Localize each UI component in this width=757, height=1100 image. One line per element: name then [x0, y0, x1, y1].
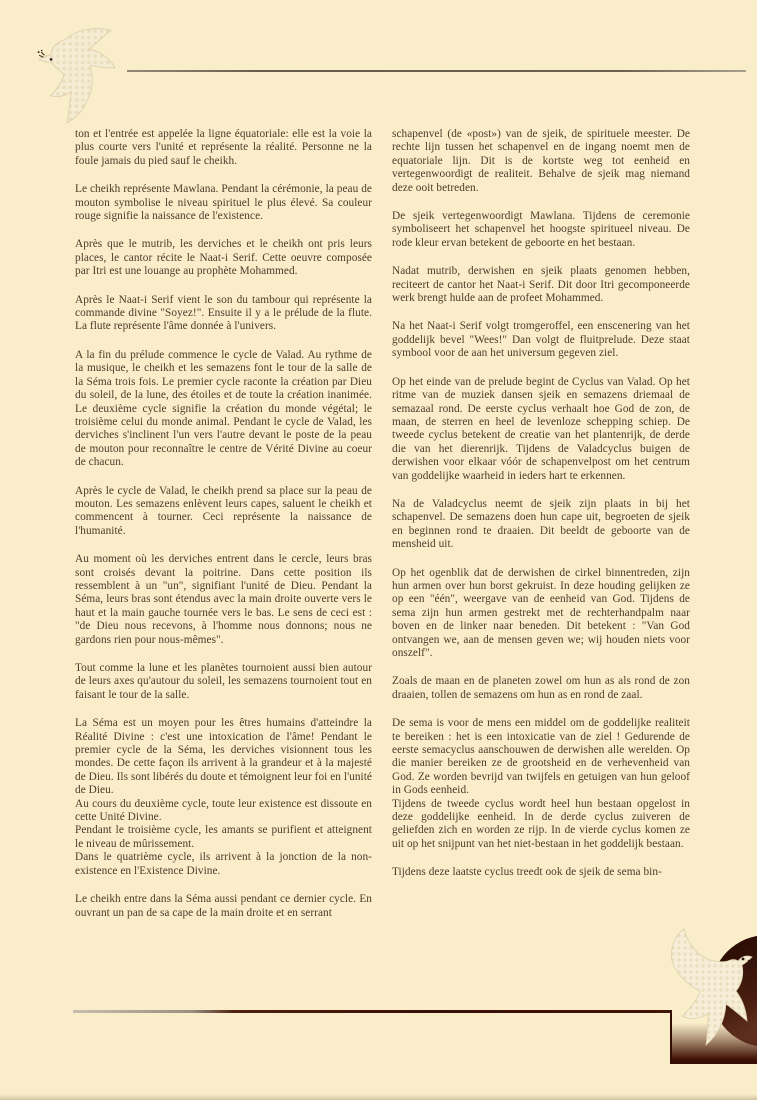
dove-icon	[36, 28, 140, 124]
paragraph: Au moment où les derviches entrent dans le cercle, leurs bras sont croisés devant la poitrine. Dans cette position ils ressemblent à un "un", signifiant l'unité de Dieu. Pendant la Séma, leurs bras sont étendus avec la main droite ouverte vers le haut et la main gauche tournée vers le bas. Le sens de ceci est : "de Dieu nous recevons, à l'homme nous donnons; nous ne gardons rien pour nous-mêmes".	[75, 553, 372, 646]
paragraph-group	[75, 183, 372, 223]
left-column-french	[75, 128, 372, 935]
paragraph: Na het Naat-i Serif volgt tromgeroffel, een enscenering van het goddelijk bevel "Wees!" Dan volgt de fluitprelude. Deze staat symbool voor de aan het universum gegeven ziel.	[392, 320, 690, 360]
top-rule	[127, 70, 746, 72]
paragraph-group	[75, 485, 372, 539]
corner-frame-left-line	[670, 1010, 672, 1063]
paragraph-group	[75, 662, 372, 702]
paragraph: De sema is voor de mens een middel om de goddelijke realiteit te bereiken : het is een intoxicatie van de ziel ! Gedurende de eerste semacyclus aanschouwen de derwishen alle werelden. Op die manier bereiken ze de grootsheid en de verhevenheid van God. Ze worden bevrijd van twijfels en getuigen van hun geloof in Gods eenheid.	[392, 717, 690, 797]
paragraph: ton et l'entrée est appelée la ligne équatoriale: elle est la voie la plus courte vers l'unité et représente la réalité. Personne ne la foule jamais du pied sauf le cheikh.	[75, 128, 372, 167]
paragraph-group	[75, 294, 372, 334]
paragraph-group	[392, 376, 690, 483]
paragraph: Tijdens de tweede cyclus wordt heel hun bestaan opgelost in deze goddelijke eenheid. In de derde cyclus zuiveren de geliefden zich en worden ze rijp. In de vierde cyclus komen ze uit op het snijpunt van het niet-bestaan in het goddelijk bestaan.	[392, 797, 690, 850]
paragraph-group	[392, 567, 690, 661]
paragraph-group	[392, 866, 690, 879]
dove-olive-branch-icon	[658, 927, 757, 1061]
paragraph-group	[392, 498, 690, 552]
bottom-rule	[73, 1010, 670, 1013]
paragraph: Après que le mutrib, les derviches et le cheikh ont pris leurs places, le cantor récite le Naat-i Serif. Cette oeuvre composée par Itri est une louange au prophète Mohammed.	[75, 238, 372, 278]
paragraph: schapenvel (de «post») van de sjeik, de spirituele meester. De rechte lijn tussen het schapenvel en de ingang noemt men de equatoriale lijn. Dit is de kortste weg tot eenheid en vertegenwoordigt de realiteit. Behalve de sjeik mag niemand deze ooit betreden.	[392, 128, 690, 194]
paragraph: Op het einde van de prelude begint de Cyclus van Valad. Op het ritme van de muziek dansen sjeik en semazens driemaal de semazaal rond. De eerste cyclus verhaalt hoe God de zon, de maan, de sterren en heel de levenloze schepping schiep. De tweede cyclus betekent de creatie van het plantenrijk, de derde die van het dierenrijk. Tijdens de Valadcyclus buigen de derwishen voor elkaar vóór de schapenvelpost om het centrum van goddelijke waarheid in ieders hart te erkennen.	[392, 375, 690, 482]
paragraph: Pendant le troisième cycle, les amants se purifient et atteignent le niveau de mûrissement.	[75, 824, 372, 850]
paragraph: Na de Valadcyclus neemt de sjeik zijn plaats in bij het schapenvel. De semazens doen hun cape uit, begroeten de sjeik en beginnen rond te draaien. Dit beeldt de geboorte van de mensheid uit.	[392, 497, 690, 551]
paragraph: Dans le quatrième cycle, ils arrivent à la jonction de la non-existence en l'Existence Divine.	[75, 851, 372, 877]
paragraph: Nadat mutrib, derwishen en sjeik plaats genomen hebben, reciteert de cantor het Naat-i Serif. Dit door Itri gecomponeerde werk brengt hulde aan de profeet Mohammed.	[392, 265, 690, 305]
paragraph: Après le cycle de Valad, le cheikh prend sa place sur la peau de mouton. Les semazens enlèvent leurs capes, saluent le cheikh et commencent à tourner. Ceci représente la naissance de l'humanité.	[75, 484, 372, 537]
paragraph: Tout comme la lune et les planètes tournoient aussi bien autour de leurs axes qu'autour du soleil, les semazens tournoient tout en faisant le tour de la salle.	[75, 662, 372, 701]
paragraph-group	[75, 128, 372, 168]
paragraph-group	[75, 893, 372, 920]
paragraph-group	[392, 320, 690, 360]
paragraph-group	[392, 128, 690, 195]
paragraph: Le cheikh entre dans la Séma aussi pendant ce dernier cycle. En ouvrant un pan de sa cape de la main droite et en serrant	[75, 893, 372, 919]
paragraph-group	[392, 265, 690, 305]
paragraph: De sjeik vertegenwoordigt Mawlana. Tijdens de ceremonie symboliseert het schapenvel het hoogste spiritueel niveau. De rode kleur ervan betekent de geboorte en het bestaan.	[392, 210, 690, 249]
paragraph: Zoals de maan en de planeten zowel om hun as als rond de zon draaien, tollen de semazens om hun as en rond de zaal.	[392, 675, 690, 701]
paragraph-group	[75, 238, 372, 278]
paragraph: Après le Naat-i Serif vient le son du tambour qui représente la commande divine "Soyez!". Ensuite il y a le prélude de la flute. La flute représente l'âme donnée à l'univers.	[75, 293, 372, 333]
corner-frame-bottom-line	[670, 1061, 757, 1064]
paragraph-group	[392, 210, 690, 250]
page-edge-shadow	[0, 1094, 757, 1100]
paragraph: A la fin du prélude commence le cycle de Valad. Au rythme de la musique, le cheikh et les semazens font le tour de la salle de la Séma trois fois. Le premier cycle raconte la création par Dieu du soleil, de la lune, des étoiles et de toute la création inanimée. Le deuxième cycle signifie la création du monde végétal; le troisième celui du monde animal. Pendant le cycle de Valad, les derviches s'inclinent l'un vers l'autre devant le poste de la peau de mouton pour reconnaître le centre de Vérité Divine au coeur de chacun.	[75, 348, 372, 469]
paragraph: Le cheikh représente Mawlana. Pendant la cérémonie, la peau de mouton symbolise le niveau spirituel le plus élevé. Sa couleur rouge signifie la naissance de l'existence.	[75, 183, 372, 223]
paragraph-group	[392, 675, 690, 702]
paragraph: Op het ogenblik dat de derwishen de cirkel binnentreden, zijn hun armen over hun borst gekruist. In deze houding gelijken ze op een "één", weergave van de eenheid van God. Tijdens de sema zijn hun armen gestrekt met de rechterhandpalm naar boven en de linker naar beneden. Dit betekent : "Van God ontvangen we, aan de mensen geven we; wij houden niets voor onszelf".	[392, 566, 690, 659]
paragraph-group	[75, 349, 372, 470]
paragraph-group	[75, 717, 372, 878]
paragraph: La Séma est un moyen pour les êtres humains d'atteindre la Réalité Divine : c'est une intoxication de l'âme! Pendant le premier cycle de la Séma, les derviches visionnent tous les mondes. De cette façon ils arrivent à la grandeur et à la majesté de Dieu. Ils sont libérés du doute et témoignent leur foi en l'unité de Dieu.	[75, 717, 372, 797]
paragraph: Au cours du deuxième cycle, toute leur existence est dissoute en cette Unité Divine.	[75, 797, 372, 824]
paragraph: Tijdens deze laatste cyclus treedt ook de sjeik de sema bin-	[392, 866, 662, 879]
paragraph-group	[392, 717, 690, 851]
right-column-dutch	[392, 128, 690, 895]
paragraph-group	[75, 553, 372, 647]
